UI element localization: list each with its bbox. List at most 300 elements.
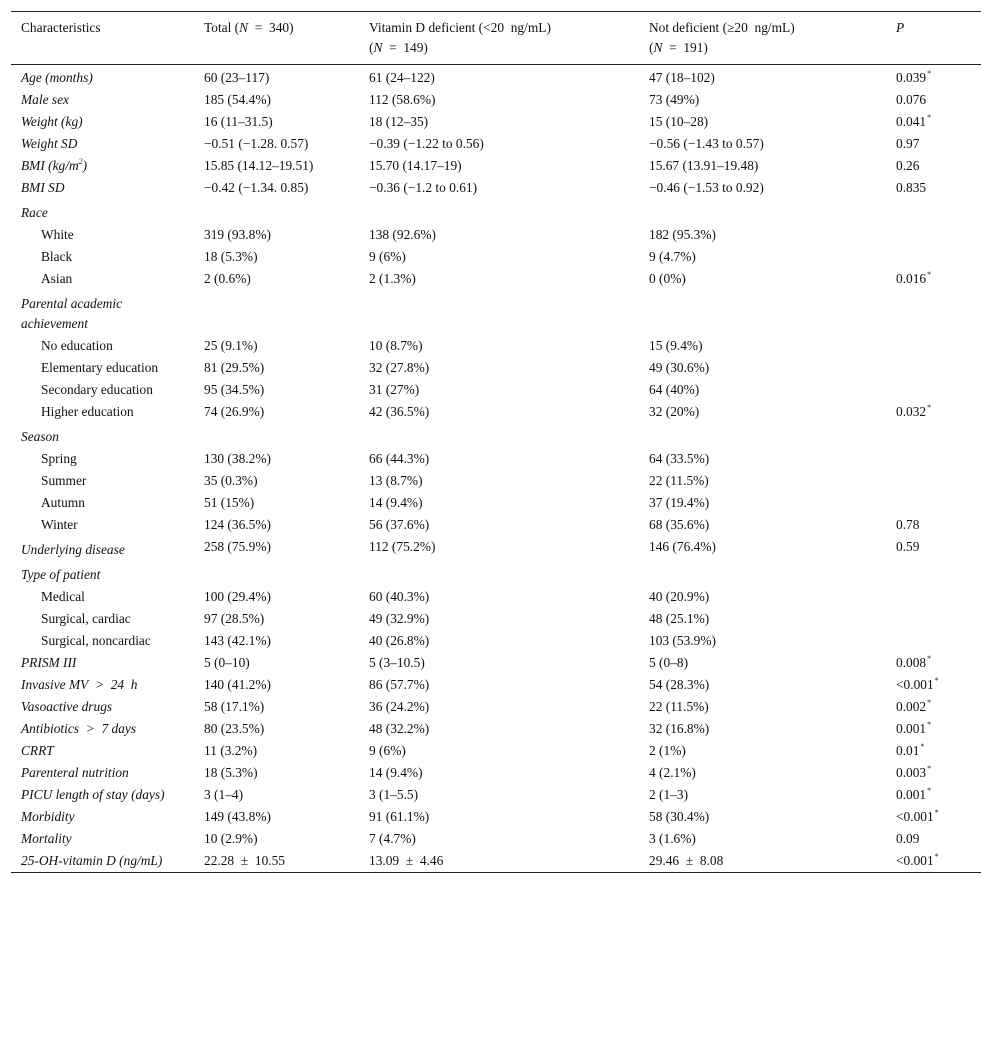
row-label-text: PICU length of stay (days)	[21, 787, 165, 802]
header-notdef-line2	[649, 38, 882, 58]
cell-total: 18 (5.3%)	[204, 765, 258, 780]
significance-marker: *	[934, 676, 939, 685]
cell-not-deficient: 4 (2.1%)	[649, 765, 696, 780]
table-row	[11, 718, 981, 740]
cell-total: 100 (29.4%)	[204, 589, 271, 604]
cell-total: 16 (11–31.5)	[204, 114, 273, 129]
cell-total	[194, 290, 359, 335]
row-label-text: Male sex	[21, 92, 69, 107]
table-row	[11, 536, 981, 561]
row-label	[11, 290, 194, 335]
p-value-text: 0.001	[896, 787, 927, 802]
cell-not-deficient: 3 (1.6%)	[649, 831, 696, 846]
row-label	[11, 806, 194, 828]
header-notdef-n-value: = 191)	[662, 40, 708, 55]
cell-total: 130 (38.2%)	[204, 451, 271, 466]
cell-p-value	[886, 608, 981, 630]
cell-not-deficient: 22 (11.5%)	[649, 699, 709, 714]
cell-total: 74 (26.9%)	[204, 404, 265, 419]
significance-marker: *	[920, 742, 925, 751]
p-value-text: <0.001	[896, 853, 934, 868]
row-label	[11, 828, 194, 850]
header-p-value	[886, 12, 981, 65]
cell-total: 124 (36.5%)	[204, 517, 271, 532]
cell-not-deficient	[639, 423, 886, 448]
p-value-text: 0.003	[896, 765, 927, 780]
cell-total: 258 (75.9%)	[204, 539, 271, 554]
cell-p-value	[886, 586, 981, 608]
cell-p-value	[886, 177, 981, 199]
cell-p-value	[886, 401, 981, 423]
cell-not-deficient: 29.46 ± 8.08	[649, 853, 724, 868]
cell-total: 18 (5.3%)	[204, 249, 258, 264]
row-label	[11, 357, 194, 379]
row-label	[11, 561, 194, 586]
row-label	[11, 674, 194, 696]
table-row	[11, 608, 981, 630]
table-row	[11, 674, 981, 696]
cell-total	[194, 561, 359, 586]
cell-deficient: 9 (6%)	[369, 249, 406, 264]
cell-not-deficient: 2 (1–3)	[649, 787, 689, 802]
cell-total: 15.85 (14.12–19.51)	[204, 158, 314, 173]
cell-total	[194, 423, 359, 448]
p-value-text: <0.001	[896, 809, 934, 824]
cell-deficient: 9 (6%)	[369, 743, 406, 758]
significance-marker: *	[934, 808, 939, 817]
row-label	[11, 718, 194, 740]
p-value-text: 0.032	[896, 404, 927, 419]
cell-p-value	[886, 423, 981, 448]
cell-deficient: 36 (24.2%)	[369, 699, 430, 714]
header-deficient-n-value: = 149)	[382, 40, 428, 55]
header-row	[11, 12, 981, 65]
header-notdef-line1: Not deficient (≥20 ng/mL)	[649, 20, 795, 35]
p-value-text: 0.041	[896, 114, 927, 129]
cell-deficient	[359, 423, 639, 448]
cell-p-value	[886, 630, 981, 652]
cell-total: 58 (17.1%)	[204, 699, 265, 714]
row-label	[11, 586, 194, 608]
table-row	[11, 357, 981, 379]
cell-not-deficient: 64 (33.5%)	[649, 451, 710, 466]
table-row	[11, 111, 981, 133]
row-label-text: BMI SD	[21, 180, 65, 195]
cell-not-deficient: −0.46 (−1.53 to 0.92)	[649, 180, 764, 195]
cell-not-deficient: 48 (25.1%)	[649, 611, 710, 626]
table-row	[11, 268, 981, 290]
p-value-text: 0.09	[896, 831, 920, 846]
cell-total: 185 (54.4%)	[204, 92, 271, 107]
cell-p-value	[886, 762, 981, 784]
significance-marker: *	[927, 270, 932, 279]
cell-not-deficient: 58 (30.4%)	[649, 809, 710, 824]
cell-total: 149 (43.8%)	[204, 809, 271, 824]
header-notdef-n-label: N	[653, 40, 663, 55]
row-label-text: No education	[41, 338, 113, 353]
significance-marker: *	[927, 786, 932, 795]
table-row	[11, 155, 981, 177]
row-label-text: Invasive MV > 24 h	[21, 677, 138, 692]
row-label-superscript: 2	[78, 157, 83, 166]
header-deficient-n-label: N	[373, 40, 383, 55]
table-row	[11, 806, 981, 828]
row-label-text: Asian	[41, 271, 73, 286]
row-label	[11, 155, 194, 177]
table-row	[11, 850, 981, 873]
table-row	[11, 177, 981, 199]
table-row	[11, 784, 981, 806]
cell-total: 25 (9.1%)	[204, 338, 258, 353]
cell-total: 2 (0.6%)	[204, 271, 251, 286]
cell-not-deficient: 5 (0–8)	[649, 655, 689, 670]
cell-p-value	[886, 696, 981, 718]
cell-not-deficient: 22 (11.5%)	[649, 473, 709, 488]
cell-deficient: 61 (24–122)	[369, 70, 435, 85]
cell-not-deficient: 32 (16.8%)	[649, 721, 710, 736]
cell-total: 143 (42.1%)	[204, 633, 271, 648]
table-row	[11, 290, 981, 335]
table-row	[11, 89, 981, 111]
cell-total: 319 (93.8%)	[204, 227, 271, 242]
cell-not-deficient	[639, 199, 886, 224]
row-label	[11, 268, 194, 290]
cell-not-deficient: 15 (9.4%)	[649, 338, 703, 353]
table-row	[11, 401, 981, 423]
cell-deficient: 112 (58.6%)	[369, 92, 436, 107]
table-row	[11, 133, 981, 155]
cell-p-value	[886, 290, 981, 335]
row-label	[11, 784, 194, 806]
cell-p-value	[886, 828, 981, 850]
row-label-text: PRISM III	[21, 655, 77, 670]
cell-not-deficient: 103 (53.9%)	[649, 633, 716, 648]
row-label-text: Type of patient	[21, 567, 101, 582]
cell-deficient	[359, 199, 639, 224]
cell-not-deficient: 0 (0%)	[649, 271, 686, 286]
row-label-text: Age (months)	[21, 70, 93, 85]
row-label-text: Autumn	[41, 495, 85, 510]
header-total-n-label: N	[239, 20, 249, 35]
row-label-text: Black	[41, 249, 73, 264]
cell-deficient: 138 (92.6%)	[369, 227, 436, 242]
cell-total: 80 (23.5%)	[204, 721, 265, 736]
cell-deficient: 18 (12–35)	[369, 114, 429, 129]
cell-p-value	[886, 89, 981, 111]
row-label-text: Antibiotics > 7 days	[21, 721, 137, 736]
cell-deficient: 31 (27%)	[369, 382, 420, 397]
row-label-text: CRRT	[21, 743, 54, 758]
cell-deficient: 13.09 ± 4.46	[369, 853, 444, 868]
p-value-text: 0.26	[896, 158, 920, 173]
row-label-text: Morbidity	[21, 809, 75, 824]
cell-deficient	[359, 290, 639, 335]
significance-marker: *	[927, 654, 932, 663]
p-value-text: 0.59	[896, 539, 920, 554]
row-label-text: Mortality	[21, 831, 72, 846]
row-label-text: Summer	[41, 473, 87, 488]
p-value-text: 0.008	[896, 655, 927, 670]
characteristics-table	[11, 11, 981, 873]
header-not-deficient	[639, 12, 886, 65]
row-label	[11, 608, 194, 630]
table-row	[11, 423, 981, 448]
significance-marker: *	[927, 69, 932, 78]
cell-not-deficient: 68 (35.6%)	[649, 517, 710, 532]
cell-p-value	[886, 674, 981, 696]
row-label-tail: )	[82, 158, 88, 173]
cell-p-value	[886, 335, 981, 357]
row-label	[11, 696, 194, 718]
p-value-text: 0.97	[896, 136, 920, 151]
row-label-text: Weight (kg)	[21, 114, 83, 129]
row-label-text: Weight SD	[21, 136, 78, 151]
row-label	[11, 470, 194, 492]
significance-marker: *	[927, 113, 932, 122]
cell-p-value	[886, 199, 981, 224]
cell-not-deficient: 182 (95.3%)	[649, 227, 716, 242]
cell-p-value	[886, 806, 981, 828]
cell-deficient: 14 (9.4%)	[369, 495, 423, 510]
row-label	[11, 65, 194, 90]
cell-total: 51 (15%)	[204, 495, 255, 510]
cell-p-value	[886, 111, 981, 133]
table-row	[11, 65, 981, 90]
cell-deficient: 56 (37.6%)	[369, 517, 430, 532]
cell-deficient: 13 (8.7%)	[369, 473, 423, 488]
cell-deficient: 5 (3–10.5)	[369, 655, 425, 670]
cell-deficient: 14 (9.4%)	[369, 765, 423, 780]
table-row	[11, 379, 981, 401]
cell-total: 60 (23–117)	[204, 70, 270, 85]
table-row	[11, 246, 981, 268]
cell-p-value	[886, 470, 981, 492]
cell-p-value	[886, 268, 981, 290]
significance-marker: *	[934, 852, 939, 861]
row-label	[11, 89, 194, 111]
header-total-prefix: Total (	[204, 20, 240, 35]
cell-deficient: 48 (32.2%)	[369, 721, 430, 736]
cell-not-deficient: 2 (1%)	[649, 743, 686, 758]
cell-not-deficient: 37 (19.4%)	[649, 495, 710, 510]
cell-deficient: 66 (44.3%)	[369, 451, 430, 466]
cell-deficient: 32 (27.8%)	[369, 360, 430, 375]
cell-deficient: 60 (40.3%)	[369, 589, 430, 604]
header-deficient	[359, 12, 639, 65]
table-row	[11, 199, 981, 224]
cell-not-deficient: 15.67 (13.91–19.48)	[649, 158, 759, 173]
row-label	[11, 514, 194, 536]
cell-not-deficient: 73 (49%)	[649, 92, 700, 107]
cell-not-deficient: 15 (10–28)	[649, 114, 709, 129]
table-row	[11, 652, 981, 674]
cell-deficient: 91 (61.1%)	[369, 809, 430, 824]
row-label-text: Race	[21, 205, 48, 220]
table-row	[11, 828, 981, 850]
p-value-text: 0.001	[896, 721, 927, 736]
header-total	[194, 12, 359, 65]
cell-p-value	[886, 561, 981, 586]
header-deficient-line2	[369, 38, 635, 58]
cell-deficient: 40 (26.8%)	[369, 633, 430, 648]
table-row	[11, 492, 981, 514]
cell-p-value	[886, 357, 981, 379]
row-label	[11, 133, 194, 155]
header-characteristics: Characteristics	[21, 20, 101, 35]
cell-deficient	[359, 561, 639, 586]
cell-p-value	[886, 448, 981, 470]
row-label-text: Parental academic achievement	[21, 296, 123, 331]
cell-total: 35 (0.3%)	[204, 473, 258, 488]
cell-p-value	[886, 133, 981, 155]
row-label	[11, 740, 194, 762]
cell-not-deficient: 146 (76.4%)	[649, 539, 716, 554]
row-label	[11, 379, 194, 401]
row-label	[11, 335, 194, 357]
p-value-text: <0.001	[896, 677, 934, 692]
row-label	[11, 762, 194, 784]
row-label	[11, 850, 194, 873]
cell-not-deficient: 64 (40%)	[649, 382, 700, 397]
row-label-text: Underlying disease	[21, 542, 125, 557]
row-label-text: BMI (kg/m	[21, 158, 79, 173]
row-label-text: Winter	[41, 517, 78, 532]
cell-deficient: 49 (32.9%)	[369, 611, 430, 626]
significance-marker: *	[927, 764, 932, 773]
row-label-text: Spring	[41, 451, 77, 466]
table-row	[11, 470, 981, 492]
row-label	[11, 423, 194, 448]
table-row	[11, 696, 981, 718]
row-label	[11, 401, 194, 423]
characteristics-table-container	[11, 11, 981, 873]
row-label-text: Surgical, noncardiac	[41, 633, 151, 648]
cell-not-deficient: 32 (20%)	[649, 404, 700, 419]
row-label-text: Vasoactive drugs	[21, 699, 113, 714]
cell-not-deficient: 49 (30.6%)	[649, 360, 710, 375]
row-label-text: Season	[21, 429, 59, 444]
row-label-text: White	[41, 227, 74, 242]
cell-p-value	[886, 155, 981, 177]
p-value-text: 0.835	[896, 180, 927, 195]
p-value-text: 0.01	[896, 743, 920, 758]
row-label-text: 25-OH-vitamin D (ng/mL)	[21, 853, 163, 868]
row-label	[11, 177, 194, 199]
cell-not-deficient: 54 (28.3%)	[649, 677, 710, 692]
table-row	[11, 630, 981, 652]
cell-p-value	[886, 718, 981, 740]
header-total-n-value: = 340)	[248, 20, 294, 35]
table-row	[11, 514, 981, 536]
cell-deficient: 7 (4.7%)	[369, 831, 416, 846]
cell-deficient: 3 (1–5.5)	[369, 787, 419, 802]
cell-not-deficient	[639, 290, 886, 335]
significance-marker: *	[927, 720, 932, 729]
p-value-text: 0.039	[896, 70, 927, 85]
cell-p-value	[886, 492, 981, 514]
cell-total: −0.51 (−1.28. 0.57)	[204, 136, 309, 151]
row-label-text: Parenteral nutrition	[21, 765, 129, 780]
cell-deficient: 86 (57.7%)	[369, 677, 430, 692]
cell-total: 10 (2.9%)	[204, 831, 258, 846]
row-label	[11, 630, 194, 652]
table-row	[11, 586, 981, 608]
cell-p-value	[886, 246, 981, 268]
header-deficient-n-prefix: (	[369, 40, 374, 55]
row-label	[11, 536, 194, 561]
row-label	[11, 199, 194, 224]
p-value-text: 0.016	[896, 271, 927, 286]
row-label	[11, 652, 194, 674]
cell-total: −0.42 (−1.34. 0.85)	[204, 180, 309, 195]
cell-deficient: −0.39 (−1.22 to 0.56)	[369, 136, 484, 151]
cell-total: 5 (0–10)	[204, 655, 250, 670]
cell-not-deficient: −0.56 (−1.43 to 0.57)	[649, 136, 764, 151]
cell-deficient: 112 (75.2%)	[369, 539, 436, 554]
cell-not-deficient	[639, 561, 886, 586]
cell-p-value	[886, 536, 981, 561]
cell-deficient: 10 (8.7%)	[369, 338, 423, 353]
cell-deficient: 15.70 (14.17–19)	[369, 158, 462, 173]
cell-not-deficient: 9 (4.7%)	[649, 249, 696, 264]
cell-total: 3 (1–4)	[204, 787, 244, 802]
significance-marker: *	[927, 403, 932, 412]
table-row	[11, 740, 981, 762]
header-deficient-line1: Vitamin D deficient (<20 ng/mL)	[369, 20, 551, 35]
row-label	[11, 246, 194, 268]
row-label-text: Medical	[41, 589, 85, 604]
cell-not-deficient: 47 (18–102)	[649, 70, 715, 85]
cell-total: 11 (3.2%)	[204, 743, 258, 758]
p-value-text: 0.002	[896, 699, 927, 714]
cell-p-value	[886, 850, 981, 873]
cell-p-value	[886, 379, 981, 401]
table-row	[11, 762, 981, 784]
row-label	[11, 224, 194, 246]
cell-p-value	[886, 224, 981, 246]
cell-total: 95 (34.5%)	[204, 382, 265, 397]
cell-total: 81 (29.5%)	[204, 360, 265, 375]
table-body	[11, 65, 981, 873]
row-label-text: Secondary education	[41, 382, 153, 397]
row-label	[11, 492, 194, 514]
table-row	[11, 335, 981, 357]
significance-marker: *	[927, 698, 932, 707]
header-p-label: P	[896, 20, 905, 35]
row-label	[11, 111, 194, 133]
row-label-text: Elementary education	[41, 360, 159, 375]
table-row	[11, 448, 981, 470]
table-row	[11, 224, 981, 246]
table-row	[11, 561, 981, 586]
cell-p-value	[886, 784, 981, 806]
header-notdef-n-prefix: (	[649, 40, 654, 55]
cell-total: 22.28 ± 10.55	[204, 853, 285, 868]
cell-total: 140 (41.2%)	[204, 677, 271, 692]
cell-p-value	[886, 514, 981, 536]
p-value-text: 0.78	[896, 517, 920, 532]
table-header	[11, 12, 981, 65]
row-label	[11, 448, 194, 470]
cell-not-deficient: 40 (20.9%)	[649, 589, 710, 604]
cell-p-value	[886, 740, 981, 762]
row-label-text: Higher education	[41, 404, 134, 419]
cell-deficient: −0.36 (−1.2 to 0.61)	[369, 180, 478, 195]
cell-total	[194, 199, 359, 224]
cell-total: 97 (28.5%)	[204, 611, 265, 626]
cell-deficient: 2 (1.3%)	[369, 271, 416, 286]
p-value-text: 0.076	[896, 92, 927, 107]
